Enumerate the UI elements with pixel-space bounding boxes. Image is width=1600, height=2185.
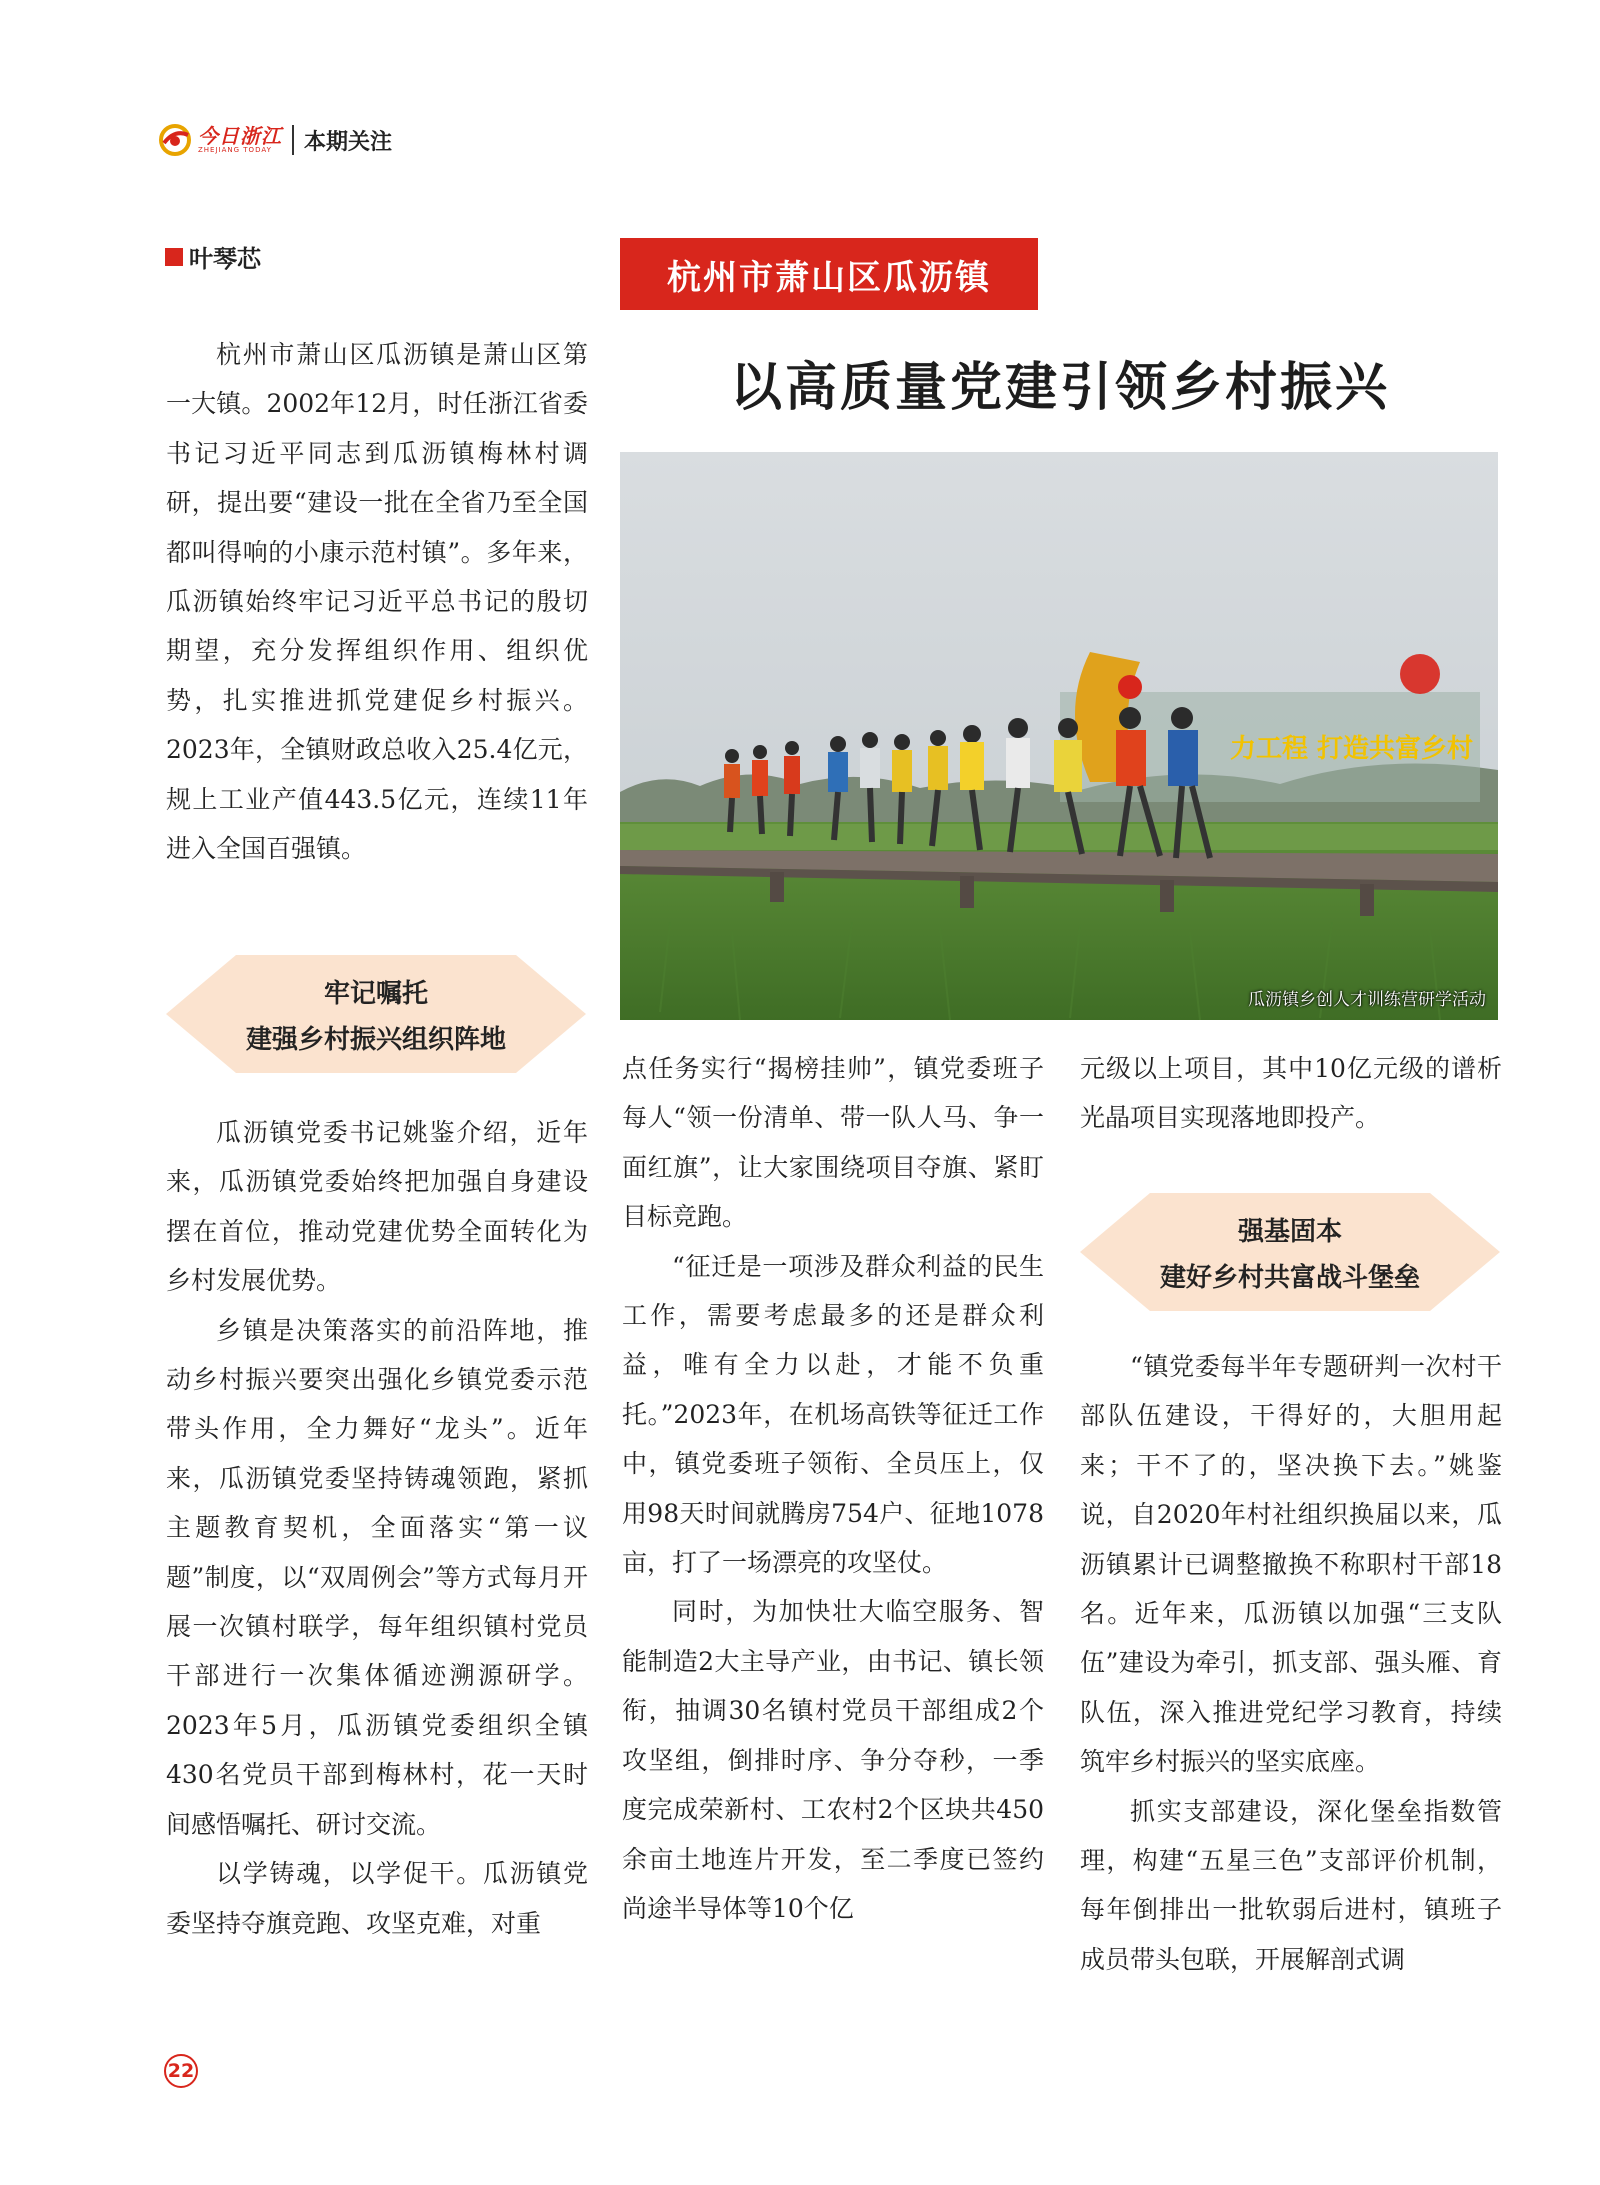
subheading-1 [166, 955, 586, 1073]
photo-illustration [620, 452, 1498, 1020]
body-paragraph: 抓实支部建设，深化堡垒指数管理，构建“五星三色”支部评价机制，每年倒排出一批软弱后进村，镇班子成员带头包联，开展解剖式调 [1080, 1796, 1502, 1974]
subheading-1-line2: 建强乡村振兴组织阵地 [245, 1025, 506, 1055]
body-paragraph-continued: 元级以上项目，其中10亿元级的谱析光晶项目实现落地即投产。 [1080, 1054, 1502, 1133]
subheading-2 [1080, 1193, 1500, 1311]
brand-name: 今日浙江 [198, 124, 282, 148]
column-c-body [1080, 1342, 1502, 1984]
subheading-2-line1: 强基固本 [1237, 1217, 1342, 1247]
body-paragraph: 乡镇是决策落实的前沿阵地，推动乡村振兴要突出强化乡镇党委示范带头作用，全力舞好“龙头”。近年来，瓜沥镇党委坚持铸魂领跑，紧抓主题教育契机，全面落实“第一议题”制度，以“双周例会”等方式每月开展一次镇村联学，每年组织镇村党员干部进行一次集体循迹溯源研学。2023年5月，瓜沥镇党委组织全镇430名党员干部到梅林村，花一天时间感悟嘱托、研讨交流。 [166, 1315, 588, 1839]
body-paragraph: 瓜沥镇党委书记姚鉴介绍，近年来，瓜沥镇党委始终把加强自身建设摆在首位，推动党建优势全面转化为乡村发展优势。 [166, 1118, 588, 1296]
column-a-body [166, 1108, 588, 1948]
photo-sign [1230, 733, 1473, 764]
article-headline: 以高质量党建引领乡村振兴 [729, 357, 1390, 418]
author-byline [165, 239, 261, 274]
body-paragraph-continued: 点任务实行“揭榜挂帅”，镇党委班子每人“领一份清单、带一队人马、争一面红旗”，让大家围绕项目夺旗、紧盯目标竞跑。 [622, 1054, 1044, 1232]
author-name: 叶琴芯 [189, 245, 261, 273]
brand-subtitle: ZHEJIANG TODAY [198, 146, 272, 154]
header-divider [292, 125, 294, 155]
body-paragraph: 以学铸魂，以学促干。瓜沥镇党委坚持夺旗竞跑、攻坚克难，对重 [166, 1859, 588, 1938]
location-banner: 杭州市萧山区瓜沥镇 [620, 238, 1038, 310]
section-label: 本期关注 [304, 129, 393, 155]
brand-wordmark [198, 126, 282, 154]
intro-paragraph: 杭州市萧山区瓜沥镇是萧山区第一大镇。2002年12月，时任浙江省委书记习近平同志到瓜沥镇梅林村调研，提出要“建设一批在全省乃至全国都叫得响的小康示范村镇”。多年来，瓜沥镇始终牢记习近平总书记的殷切期望，充分发挥组织作用、组织优势，扎实推进抓党建促乡村振兴。2023年，全镇财政总收入25.4亿元，规上工业产值443.5亿元，连续11年进入全国百强镇。 [166, 340, 588, 864]
body-paragraph: “镇党委每半年专题研判一次村干部队伍建设，干得好的，大胆用起来；干不了的，坚决换下去。”姚鉴说，自2020年村社组织换届以来，瓜沥镇累计已调整撤换不称职村干部18名。近年来，瓜沥镇以加强“三支队伍”建设为牵引，抓支部、强头雁、育队伍，深入推进党纪学习教育，持续筑牢乡村振兴的坚实底座。 [1080, 1352, 1502, 1777]
magazine-brand [158, 122, 392, 158]
body-paragraph: 同时，为加快壮大临空服务、智能制造2大主导产业，由书记、镇长领衔，抽调30名镇村党员干部组成2个攻坚组，倒排时序、争分夺秒，一季度完成荣新村、工农村2个区块共450余亩土地连片开发，至二季度已签约尚途半导体等10个亿 [622, 1597, 1044, 1923]
subheading-1-line1: 牢记嘱托 [323, 979, 428, 1009]
brand-logo-icon [158, 123, 192, 157]
subheading-2-line2: 建好乡村共富战斗堡垒 [1159, 1263, 1420, 1293]
article-photo [620, 452, 1498, 1020]
svg-text:力工程 打造共富乡村: 力工程 打造共富乡村 [1230, 734, 1474, 764]
intro-paragraph-block [166, 330, 588, 873]
column-b-body [622, 1044, 1044, 1933]
author-marker-icon [165, 248, 183, 266]
body-paragraph: “征迁是一项涉及群众利益的民生工作，需要考虑最多的还是群众利益，唯有全力以赴，才能不负重托。”2023年，在机场高铁等征迁工作中，镇党委班子领衔、全员压上，仅用98天时间就腾房754户、征地1078亩，打了一场漂亮的攻坚仗。 [622, 1251, 1044, 1578]
page-number: 22 [164, 2054, 198, 2088]
column-c-top [1080, 1044, 1502, 1143]
photo-caption: 瓜沥镇乡创人才训练营研学活动 [1248, 990, 1486, 1010]
